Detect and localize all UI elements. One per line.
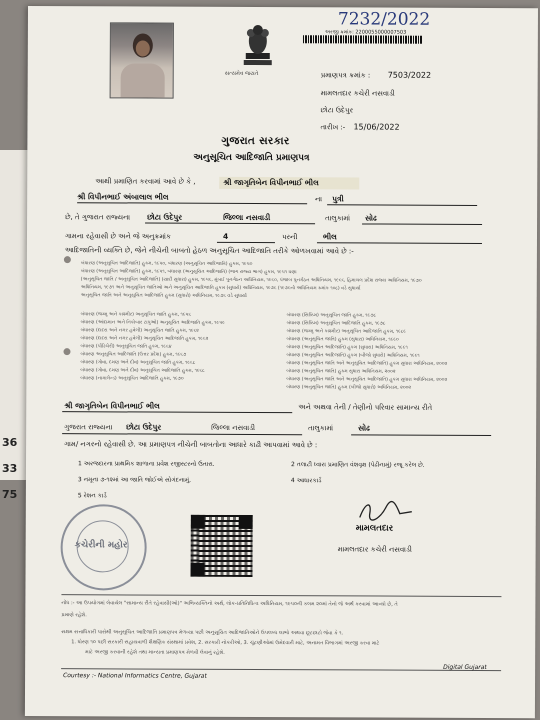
signature (356, 499, 416, 523)
order-item: બંધારણ (સિક્કિમ) અનુસૂચિત આદિજાતિ હુકમ, ૧૯૭૮ (286, 321, 386, 327)
underlying-page-numbers (2, 430, 17, 508)
order-item: બંધારણ (દાદરા અને નગર હવેલી) અનુસૂચિત જાતિ હુકમ, ૧૯૬૨ (80, 328, 199, 334)
order-item: બંધારણ (અનુસૂચિત જાતિ) હુકમ (સુધારા) અધિનિયમ, ૧૯૯૦ (286, 337, 399, 343)
applicant-photo (110, 22, 174, 98)
barcode (303, 35, 423, 44)
cert-no: 7503/2022 (387, 70, 432, 80)
order-item: બંધારણ (જમ્મુ અને કાશ્મીર) અનુસૂચિત આદિજાતિ હુકમ, ૧૯૮૯ (286, 329, 407, 335)
barcode-text: અરજી ક્રમાંક: 2200055000007503 (324, 29, 407, 36)
under-number: 33 (2, 462, 18, 475)
order-para: બંધારણ (અનુસૂચિત આદિજાતિ) હુકમ, ૧૯૫૧, બંધારણ (અનુસૂચિત આદિજાતિ) (ભાગ રાજ્ય ભાગ) હુકમ, ૧૯૫૧ ઘણા (80, 269, 297, 276)
order-item: બંધારણ (અનુસૂચિત જાતિ) હુકમ (બીજો સુધારો) અધિનિયમ, ૨૦૦૨ (286, 385, 412, 391)
order-item: બંધારણ (અનુસૂચિત જાતિ અને અનુસૂચિત આદિજાતિ) હુકમ સુધારા અધિનિયમ, ૨૦૦૨ (286, 377, 448, 383)
residence-text: અને અથવા તેની / તેણીનો પરિવાર સામાન્ય રીતે (298, 403, 433, 412)
serial-number: 4 (222, 231, 229, 241)
note-validity: માટે અરજી કરવાની રહેશે તથા માન્યતા પ્રમાણપત્ર મેળવી લેવાનું રહેશે. (85, 649, 225, 656)
state-label-2: ગુજરાત રાજ્યના (64, 423, 113, 432)
document-title: ગુજરાત સરકાર (221, 134, 290, 148)
doc-item: 1 અરજદારના પ્રાથમિક શાળાના પ્રવેશ રજીસ્ટરનો ઉતારા. (77, 460, 215, 468)
divider (61, 594, 501, 597)
order-para: (અનુસૂચિત જાતિ / અનુસૂચિત આદિજાતિ) (યાદી સુધારા) હુકમ, ૧૯૫૬, મુંબઈ પુનર્ગઠન અધિનિયમ, ૧૯૬૦, પંજાબ પુનર્ગઠન અધિનિયમ, ૧૯૬૬, હિમાચલ પ્રદેશ રાજ્ય અધિનિયમ, ૧૯૭૦ (80, 277, 422, 284)
certificate-page (25, 6, 538, 718)
order-item: બંધારણ (નાગાલેન્ડ) અનુસૂચિત આદિજાતિ હુકમ, ૧૯૭૦ (80, 376, 184, 382)
divider (61, 668, 501, 671)
order-item: બંધારણ (જમ્મુ અને કાશ્મીર) અનુસૂચિત જાતિ હુકમ, ૧૯૫૬ (80, 312, 192, 318)
order-item: બંધારણ (અનુસૂચિત જાતિ અને અનુસૂચિત આદિજાતિ) હુકમ સુધારા અધિનિયમ, ૨૦૦૨ (286, 361, 448, 367)
order-para: અનુસૂચિત જાતિ અને અનુસૂચિત આદિજાતિ હુકમ (સુધારો) અધિનિયમ, ૧૯૭૬ વડે સુધાર્યા (80, 293, 247, 299)
note-residence-cont: પ્રમાણે રહેશે. (61, 612, 87, 619)
order-item: બંધારણ (દાદરા અને નગર હવેલી) અનુસૂચિત આદિજાતિ હુકમ, ૧૯૬૨ (80, 336, 209, 342)
issue-date: 15/06/2022 (353, 122, 400, 132)
village-value-2: સોઢ (358, 423, 370, 433)
signatory-office: મામલતદાર કચેરી નસવાડી (337, 545, 412, 554)
order-item: બંધારણ (સિક્કિમ) અનુસૂચિત જાતિ હુકમ, ૧૯૭૮ (286, 313, 377, 319)
footer-courtesy: Courtesy :- National Informatics Centre, Gujarat (63, 672, 207, 680)
state-prefix: છે, તે ગુજરાત રાજ્યના (65, 213, 131, 222)
basis-line: ગામ/ નગરનો રહેવાસી છે. આ પ્રમાણપત્ર નીચેની બાબતોના આધારે કાઢી આપવામાં આવે છે : (64, 440, 318, 450)
attest-prefix: આથી પ્રમાણિત કરવામાં આવે છે કે , (95, 177, 196, 186)
order-item: બંધારણ (ગોવા, દમણ અને દીવ) અનુસૂચિત જાતિ હુકમ, ૧૯૬૮ (80, 360, 196, 366)
note-benefits-list: 1. ધોરણ ૧૦ પછી સરકારી સહાયવાળી શૈક્ષણિક સંસ્થામાં પ્રવેશ, 2. સરકારી નોકરીઓ, 3. ચૂંટણીઓમાં ઉમેદવારી માટે, અનામત વિભાગમાં અરજી કરવા માટે (71, 639, 380, 647)
doc-item: 3 નમૂના ૭-૧૨માં આ જાતિ જોઈએ સોગંદનામું. (77, 476, 192, 484)
document-subtitle: અનુસૂચિત આદિજાતિ પ્રમાણપત્ર (193, 152, 310, 164)
punch-hole (64, 256, 71, 263)
order-item: બંધારણ (પોંડિચેરી) અનુસૂચિત જાતિ હુકમ, ૧૯૬૪ (80, 344, 172, 350)
district-taluka: જિલ્લા નસવાડી (223, 212, 271, 223)
underline (77, 202, 307, 204)
underline (317, 242, 482, 244)
tribe-value: ભીલ (322, 232, 337, 242)
serial-prefix: ગામના રહેવાસી છે અને જે અનુક્રમાંક (64, 232, 171, 241)
handwritten-number: 7232/2022 (337, 9, 431, 30)
under-number: 36 (2, 436, 18, 449)
order-item: બંધારણ (આંદામાન અને નિકોબાર ટાપુઓ) અનુસૂચિત આદિજાતિ હુકમ, ૧૯૫૯ (80, 320, 226, 326)
seal-text: કચેરીની મહોર (74, 540, 128, 551)
order-item: બંધારણ (અનુસૂચિત જાતિ) હુકમ સુધારા અધિનિયમ, ૨૦૦૨ (286, 369, 396, 375)
relation-value: પુત્રી (332, 194, 344, 204)
taluka-label: તાલુકામાં (325, 214, 351, 223)
footer-brand: Digital Gujarat (443, 663, 487, 672)
under-number: 75 (2, 488, 18, 501)
relation-label: ના (315, 195, 323, 204)
doc-item: 4 આધારકાર્ડ (290, 477, 322, 485)
underline (145, 223, 315, 225)
order-item: બંધારણ (ગોવા, દમણ અને દીવ) અનુસૂચિત આદિજાતિ હુકમ, ૧૯૬૮ (80, 368, 205, 374)
recognition-line: આદિજાતિની વ્યક્તિ છે, જેને નીચેની બાબતો હેઠળ અનુસૂચિત આદિજાતિ તરીકે ઓળખવામાં આવે છે :- (64, 246, 354, 256)
district-value: છોટા ઉદેપુર (147, 212, 183, 222)
underline (351, 434, 491, 436)
district-taluka-2: જિલ્લા નસવાડી (211, 423, 256, 432)
qr-code (189, 513, 255, 579)
note-benefits: સક્ષમ સત્તાધિકારી પાસેથી અનુસૂચિત આદિજાતિ પ્રમાણપત્ર મેળવ્યા પછી અનુસૂચિત આદિજાતિઓને ઉપલબ્ધ લાભો અથવા છૂટછાટો જેવા કે ૧. (61, 629, 344, 637)
order-item: બંધારણ અનુસૂચિત આદિજાતિ (ઉત્તર પ્રદેશ) હુકમ, ૧૯૬૭ (80, 352, 187, 358)
order-para: બંધારણ (અનુસૂચિત આદિજાતિ) હુકમ, ૧૯૫૦, બંધારણ (અનુસૂચિત આદિજાતિ) હુકમ, ૧૯૫૦ (80, 261, 253, 267)
underline (62, 433, 302, 435)
underline (217, 242, 275, 243)
emblem-caption: સત્યમેવ જયતે (224, 70, 259, 78)
district-value-2: છોટા ઉદેપુર (126, 422, 162, 432)
office-name: મામલતદાર કચેરી નસવાડી (320, 89, 395, 98)
national-emblem-icon (240, 23, 276, 69)
father-name: શ્રી વિપીનભાઈ અંબાલાલ ભીલ (77, 192, 169, 202)
holder-name-2: શ્રી જાગૃતિબેન વિપીનભાઈ ભીલ (64, 401, 160, 411)
serial-mid: પરની (281, 233, 298, 242)
cert-no-label: પ્રમાણપત્ર ક્રમાંક : (320, 71, 371, 80)
punch-hole (63, 348, 70, 355)
district-name: છોટા ઉદેપુર (320, 106, 354, 115)
underline (327, 204, 477, 206)
underline (362, 223, 482, 225)
note-residence: નોંધ :- આ ઉપયોગમાં લેવાયેલ "સામાન્ય રીતે રહેવાસી(ઓ)" અભિવ્યક્તિનો અર્થ, લોક-પ્રતિનિધિત્વ અધિનિયમ, ૧૯૫૦ની કલમ ૨૦માં તેનો જે અર્થ કરવામાં આવ્યો છે, તે (61, 600, 398, 608)
office-seal (60, 504, 146, 590)
order-item: બંધારણ (અનુસૂચિત આદિજાતિ) હુકમ (બીજો સુધારો) અધિનિયમ, ૧૯૯૧ (286, 353, 420, 359)
holder-name: શ્રી જાગૃતિબેન વિપીનભાઈ ભીલ (219, 177, 359, 190)
order-para: અધિનિયમ, ૧૯૭૧ અને અનુસૂચિત જાતિઓ અને અનુસૂચિત આદિજાતિ હુકમ (સુધારો) અધિનિયમ, ૧૯૭૬ (૧૯૭૬નો અધિનિયમ ક્રમાંક ૧૦૮) વડે સુધાર્યા (80, 285, 361, 292)
taluka-label-2: તાલુકામાં (308, 424, 334, 433)
doc-item: 2 તલાટી ધ્વારા પ્રમાણિત વંશવૃક્ષ (પેઢીનામું) રજૂ કરેલ છે. (290, 461, 425, 469)
doc-item: 5 રેશન કાર્ડ (77, 492, 107, 500)
order-item: બંધારણ (અનુસૂચિત આદિજાતિ) હુકમ (સુધારા) અધિનિયમ, ૧૯૯૧ (286, 345, 408, 351)
date-label: તારીખ :- (320, 123, 346, 132)
village-value: સોઢ (365, 213, 377, 223)
signatory-title: મામલતદાર (355, 523, 394, 534)
underline (62, 411, 292, 413)
